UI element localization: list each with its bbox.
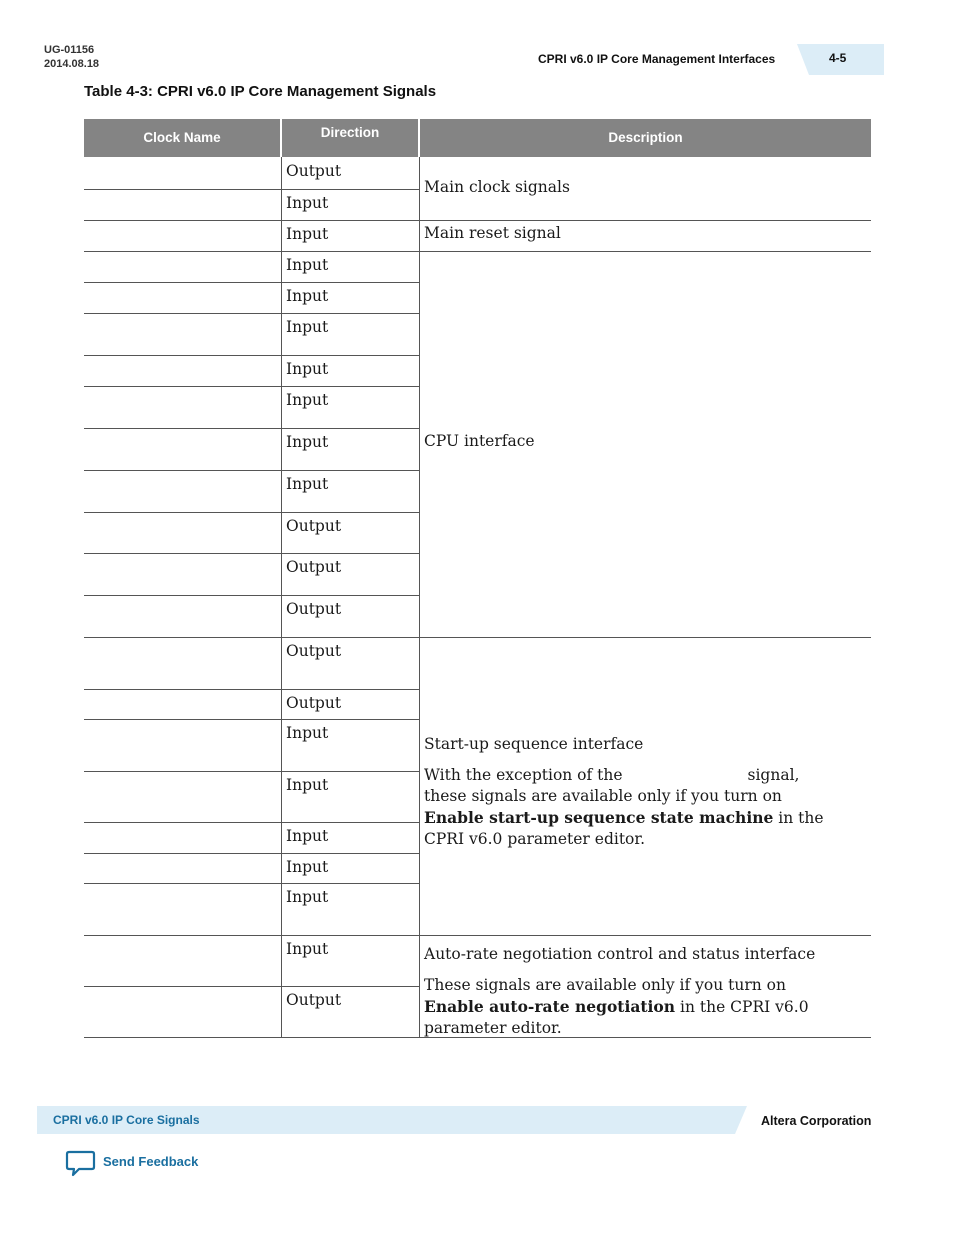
direction-cell: Output [286, 517, 342, 535]
direction-cell: Input [286, 256, 329, 274]
direction-cell: Input [286, 225, 329, 243]
row-divider [84, 595, 419, 596]
direction-cell: Output [286, 162, 342, 180]
column-header-clock-name: Clock Name [84, 119, 280, 157]
send-feedback-link[interactable]: Send Feedback [103, 1154, 199, 1169]
row-divider [84, 553, 419, 554]
row-divider [84, 251, 871, 252]
direction-cell: Input [286, 858, 329, 876]
direction-cell: Output [286, 558, 342, 576]
row-divider [84, 428, 419, 429]
desc-cpu-interface: CPU interface [424, 432, 535, 450]
desc-main-reset: Main reset signal [424, 224, 561, 242]
row-divider [84, 771, 419, 772]
direction-cell: Input [286, 724, 329, 742]
direction-cell: Input [286, 360, 329, 378]
startup-note-option: Enable start-up sequence state machine [424, 808, 774, 827]
row-divider [84, 512, 419, 513]
column-header-description: Description [420, 119, 871, 157]
direction-cell: Output [286, 600, 342, 618]
desc-autorate-note [424, 975, 844, 1039]
footer-section-link[interactable]: CPRI v6.0 IP Core Signals [53, 1113, 200, 1127]
direction-cell: Input [286, 287, 329, 305]
direction-cell: Input [286, 391, 329, 409]
doc-date: 2014.08.18 [44, 58, 100, 70]
row-divider [84, 883, 419, 884]
direction-cell: Output [286, 694, 342, 712]
table-caption: Table 4-3: CPRI v6.0 IP Core Management Signals [84, 83, 437, 100]
row-divider [84, 637, 871, 638]
startup-note-middle: signal, these signals are available only if you turn on [424, 766, 800, 805]
direction-cell: Input [286, 940, 329, 958]
row-divider [84, 822, 419, 823]
document-id [44, 43, 99, 71]
autorate-note-lead: These signals are available only if you turn on [424, 976, 786, 994]
direction-cell: Input [286, 433, 329, 451]
direction-cell: Output [286, 642, 342, 660]
row-divider [84, 355, 419, 356]
row-divider [84, 313, 419, 314]
desc-main-clock: Main clock signals [424, 178, 570, 196]
running-header-title: CPRI v6.0 IP Core Management Interfaces [538, 52, 776, 66]
row-divider [84, 282, 419, 283]
direction-cell: Input [286, 318, 329, 336]
column-divider [281, 157, 282, 1037]
footer-company: Altera Corporation [761, 1114, 872, 1128]
direction-cell: Output [286, 991, 342, 1009]
page-number: 4-5 [829, 51, 847, 65]
autorate-note-option: Enable auto-rate negotiation [424, 997, 676, 1016]
doc-number: UG-01156 [44, 44, 95, 56]
row-divider [84, 986, 419, 987]
direction-cell: Input [286, 776, 329, 794]
direction-cell: Input [286, 827, 329, 845]
row-divider [84, 189, 419, 190]
autorate-note-end: in the CPRI v6.0 parameter editor. [424, 998, 809, 1037]
row-divider [84, 470, 419, 471]
row-divider [84, 220, 871, 221]
row-divider [84, 935, 871, 936]
row-divider [84, 719, 419, 720]
row-divider [84, 689, 419, 690]
direction-cell: Input [286, 475, 329, 493]
desc-autorate-interface: Auto-rate negotiation control and status interface [424, 945, 816, 963]
desc-startup-note [424, 765, 844, 850]
direction-cell: Input [286, 194, 329, 212]
desc-startup-interface: Start-up sequence interface [424, 735, 644, 753]
row-divider [84, 853, 419, 854]
column-divider [419, 157, 420, 1037]
startup-note-end: in the CPRI v6.0 parameter editor. [424, 809, 824, 848]
startup-note-lead: With the exception of the [424, 766, 623, 784]
row-divider [84, 386, 419, 387]
column-header-direction: Direction [282, 119, 418, 157]
direction-cell: Input [286, 888, 329, 906]
speech-bubble-icon[interactable] [65, 1150, 96, 1178]
